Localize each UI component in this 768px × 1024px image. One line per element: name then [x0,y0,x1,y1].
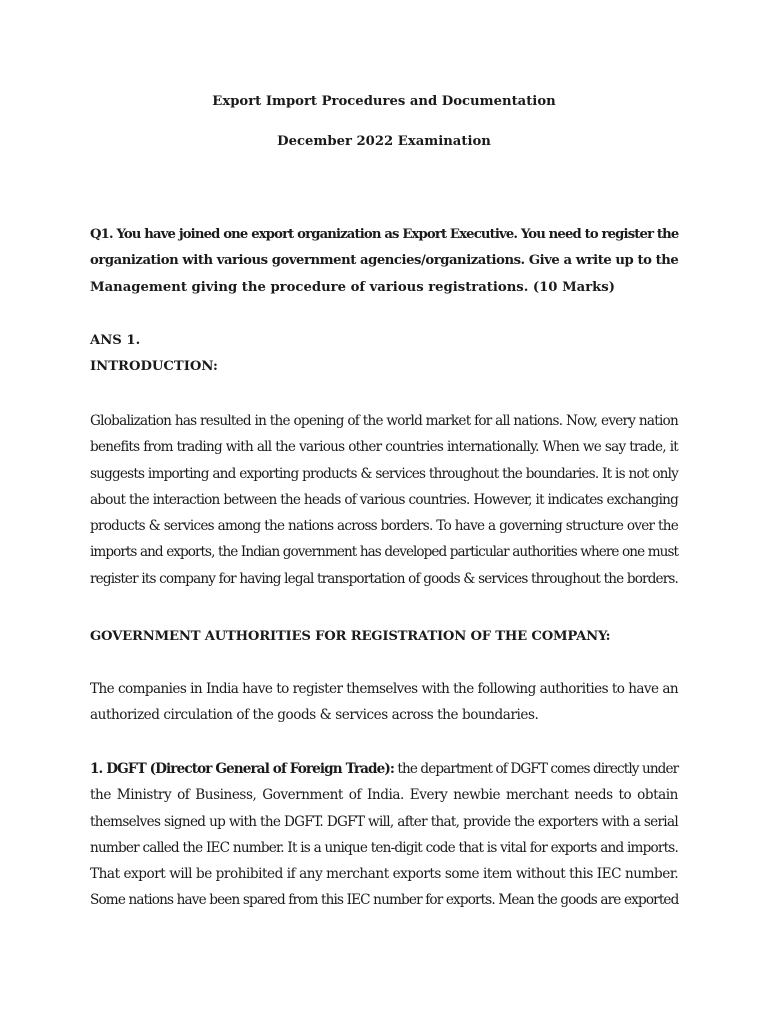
answer-label: ANS 1. [90,333,141,348]
paragraph-line: The companies in India have to register themselves with the following authorities to have an [90,681,678,697]
question-text [90,222,678,301]
question-line: Q1. You have joined one export organization as Export Executive. You need to register the [90,227,679,242]
companies-paragraph [90,676,678,729]
intro-paragraph [90,408,678,592]
paragraph-line: Globalization has resulted in the opening of the world market for all nations. Now, every nation [90,413,678,429]
answer-header [90,328,678,381]
question-line: Management giving the procedure of various registrations. (10 Marks) [90,279,615,295]
paragraph-line: products & services among the nations across borders. To have a governing structure over the [90,518,678,535]
question-line: organization with various government agencies/organizations. Give a write up to the [90,253,679,269]
paragraph-line: That export will be prohibited if any merchant exports some item without this IEC number. [90,866,679,883]
paragraph-line [90,756,678,782]
paragraph-line: the Ministry of Business, Government of India. Every newbie merchant needs to obtain [90,787,678,804]
dgft-lead-bold: 1. DGFT (Director General of Foreign Trade): [90,761,395,777]
paragraph-line: imports and exports, the Indian government has developed particular authorities where one must [90,544,678,561]
section-heading: GOVERNMENT AUTHORITIES FOR REGISTRATION OF THE COMPANY: [90,629,611,644]
dgft-lead-rest: the department of DGFT comes directly under [394,761,679,777]
paragraph-line: themselves signed up with the DGFT. DGFT will, after that, provide the exporters with a serial [90,813,678,830]
intro-heading: INTRODUCTION: [90,359,218,375]
paragraph-line: authorized circulation of the goods & services across the boundaries. [90,707,539,724]
paragraph-line: about the interaction between the heads of various countries. However, it indicates exchanging [90,491,678,508]
paragraph-line: register its company for having legal transportation of goods & services throughout the borders. [90,570,678,587]
paragraph-line: suggests importing and exporting products & services throughout the boundaries. It is not only [90,465,678,482]
dgft-paragraph [90,756,678,914]
document-subtitle: December 2022 Examination [277,134,491,149]
paragraph-line: number called the IEC number. It is a unique ten-digit code that is vital for exports and imports. [90,839,678,856]
paragraph-line: Some nations have been spared from this IEC number for exports. Mean the goods are exported [90,892,679,909]
paragraph-line: benefits from trading with all the various other countries internationally. When we say trade, it [90,439,678,456]
document-title: Export Import Procedures and Documentation [212,94,556,109]
